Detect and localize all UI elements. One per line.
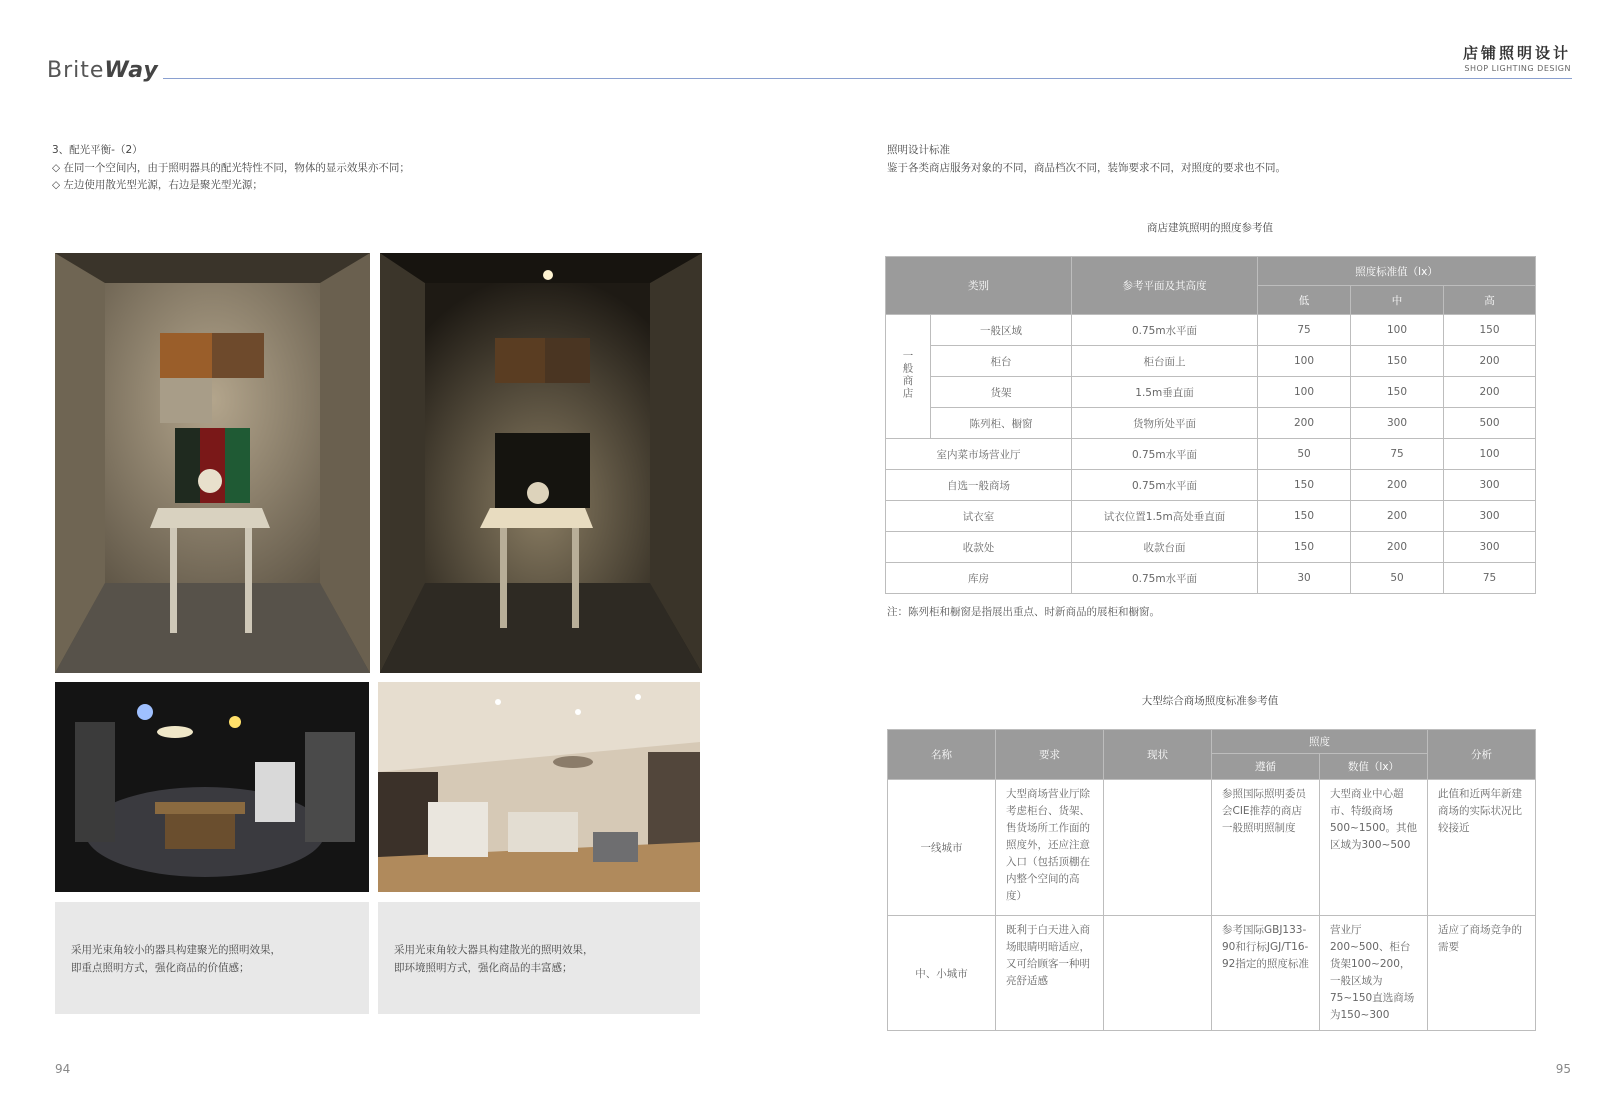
- table1-note: 注：陈列柜和橱窗是指展出重点、时新商品的展柜和橱窗。: [887, 606, 1160, 618]
- left-intro: [52, 142, 410, 195]
- t2-cell: 参照国际照明委员会CIE推荐的商店一般照明照制度: [1212, 780, 1320, 916]
- t1-cell: 150: [1258, 501, 1351, 532]
- left-heading: 3、配光平衡-（2）: [52, 144, 143, 156]
- t1-cell: 0.75m水平面: [1072, 439, 1258, 470]
- t1-cell: 150: [1258, 470, 1351, 501]
- t1-cell: 100: [1258, 346, 1351, 377]
- table-row: [886, 501, 1536, 532]
- t1-cell: 500: [1444, 408, 1536, 439]
- page-number-left: 94: [55, 1062, 71, 1076]
- t1-cell: 100: [1351, 315, 1444, 346]
- right-intro: [887, 142, 1286, 177]
- t1-cell: 75: [1258, 315, 1351, 346]
- t1-cell: 200: [1444, 377, 1536, 408]
- photo-spot-room: [380, 253, 702, 673]
- table-row: [886, 470, 1536, 501]
- t2-h-value: 数值（lx）: [1320, 754, 1428, 780]
- t1-cell: 自选一般商场: [886, 470, 1072, 501]
- section-title: [1463, 42, 1571, 73]
- t1-cell: 75: [1444, 563, 1536, 594]
- t1-cell: 100: [1258, 377, 1351, 408]
- t2-cell: 此值和近两年新建商场的实际状况比较接近: [1428, 780, 1536, 916]
- t1-cell: 货物所处平面: [1072, 408, 1258, 439]
- t1-cell: 柜台: [931, 346, 1072, 377]
- t2-cell: 一线城市: [888, 780, 996, 916]
- photo-diffuse-store: [378, 682, 700, 892]
- header-rule: [163, 78, 1572, 79]
- t1-cell: 0.75m水平面: [1072, 563, 1258, 594]
- right-heading: 照明设计标准: [887, 144, 950, 156]
- table2-title: 大型综合商场照度标准参考值: [1141, 695, 1279, 707]
- t1-cell: 75: [1351, 439, 1444, 470]
- caption-diffuse: [378, 902, 700, 1014]
- t2-cell: 营业厅200~500、柜台货架100~200，一般区域为75~150直选商场为150~300: [1320, 916, 1428, 1031]
- t1-cell: 试衣室: [886, 501, 1072, 532]
- t2-h-require: 要求: [996, 730, 1104, 780]
- t1-cell: 30: [1258, 563, 1351, 594]
- t1-cell: 150: [1351, 377, 1444, 408]
- caption-diffuse-line2: 即环境照明方式，强化商品的丰富感；: [394, 962, 573, 974]
- t2-h-analysis: 分析: [1428, 730, 1536, 780]
- table1-title: 商店建筑照明的照度参考值: [1147, 222, 1273, 234]
- table-mall-illuminance: [887, 729, 1536, 1031]
- t1-cell: 200: [1258, 408, 1351, 439]
- t1-cell: 收款台面: [1072, 532, 1258, 563]
- table-row: [886, 563, 1536, 594]
- t1-cell: 300: [1444, 501, 1536, 532]
- table-row: [886, 439, 1536, 470]
- table-row: [886, 532, 1536, 563]
- t2-cell: 大型商业中心超市、特级商场500~1500。其他区域为300~500: [1320, 780, 1428, 916]
- t2-cell: 参考国际GBJ133-90和行标JGJ/T16-92指定的照度标准: [1212, 916, 1320, 1031]
- table-row: [888, 916, 1536, 1031]
- t1-cell: 200: [1444, 346, 1536, 377]
- table-shop-illuminance: [885, 256, 1536, 594]
- t1-group-label: 一般商店: [886, 315, 931, 439]
- t1-cell: 试衣位置1.5m高处垂直面: [1072, 501, 1258, 532]
- left-bullet-2: ◇ 左边使用散光型光源，右边是聚光型光源；: [52, 179, 263, 191]
- t2-h-status: 现状: [1104, 730, 1212, 780]
- page-number-right: 95: [1555, 1062, 1571, 1076]
- t2-cell: 既利于白天进入商场眼睛明暗适应，又可给顾客一种明亮舒适感: [996, 916, 1104, 1031]
- t1-cell: 300: [1351, 408, 1444, 439]
- t1-h-standard: 照度标准值（lx）: [1258, 257, 1536, 286]
- t1-cell: 300: [1444, 470, 1536, 501]
- t1-cell: 室内菜市场营业厅: [886, 439, 1072, 470]
- t1-cell: 0.75m水平面: [1072, 315, 1258, 346]
- t2-h-name: 名称: [888, 730, 996, 780]
- t2-cell: 适应了商场竞争的需要: [1428, 916, 1536, 1031]
- t1-h-plane: 参考平面及其高度: [1072, 257, 1258, 315]
- table-row: [886, 315, 1536, 346]
- photo-spot-boutique: [55, 682, 369, 892]
- caption-spot: [55, 902, 369, 1014]
- t1-h-low: 低: [1258, 286, 1351, 315]
- t1-cell: 50: [1351, 563, 1444, 594]
- right-intro-text: 鉴于各类商店服务对象的不同，商品档次不同，装饰要求不同，对照度的要求也不同。: [887, 161, 1286, 174]
- table-row: [888, 780, 1536, 916]
- t1-cell: 一般区域: [931, 315, 1072, 346]
- t1-cell: 200: [1351, 470, 1444, 501]
- t1-cell: 150: [1444, 315, 1536, 346]
- photo-diffuse-room: [55, 253, 370, 673]
- t1-h-category: 类别: [886, 257, 1072, 315]
- brand-logo: BriteWay: [47, 58, 159, 83]
- t2-cell: 中、小城市: [888, 916, 996, 1031]
- table-row: [886, 377, 1536, 408]
- table-row: [886, 408, 1536, 439]
- t1-cell: 货架: [931, 377, 1072, 408]
- caption-diffuse-line1: 采用光束角较大器具构建散光的照明效果，: [394, 944, 594, 956]
- t2-h-follow: 遵循: [1212, 754, 1320, 780]
- t2-cell: [1104, 780, 1212, 916]
- t1-cell: 1.5m垂直面: [1072, 377, 1258, 408]
- t1-cell: 150: [1258, 532, 1351, 563]
- t1-cell: 200: [1351, 501, 1444, 532]
- t1-cell: 300: [1444, 532, 1536, 563]
- t1-cell: 50: [1258, 439, 1351, 470]
- t1-cell: 0.75m水平面: [1072, 470, 1258, 501]
- t1-cell: 150: [1351, 346, 1444, 377]
- t1-cell: 库房: [886, 563, 1072, 594]
- t1-h-mid: 中: [1351, 286, 1444, 315]
- t1-h-high: 高: [1444, 286, 1536, 315]
- t2-cell: [1104, 916, 1212, 1031]
- t2-h-illum: 照度: [1212, 730, 1428, 754]
- caption-spot-line1: 采用光束角较小的器具构建聚光的照明效果，: [71, 944, 281, 956]
- section-title-en: SHOP LIGHTING DESIGN: [1464, 64, 1571, 73]
- t1-cell: 100: [1444, 439, 1536, 470]
- t1-cell: 柜台面上: [1072, 346, 1258, 377]
- left-bullet-1: ◇ 在同一个空间内，由于照明器具的配光特性不同，物体的显示效果亦不同；: [52, 161, 410, 174]
- t1-cell: 收款处: [886, 532, 1072, 563]
- section-title-cn: 店铺照明设计: [1462, 44, 1571, 62]
- caption-spot-line2: 即重点照明方式，强化商品的价值感；: [71, 962, 250, 974]
- t2-cell: 大型商场营业厅除考虑柜台、货架、售货场所工作面的照度外，还应注意入口（包括顶棚在内整个空间的高度）: [996, 780, 1104, 916]
- t1-cell: 200: [1351, 532, 1444, 563]
- t1-cell: 陈列柜、橱窗: [931, 408, 1072, 439]
- table-row: [886, 346, 1536, 377]
